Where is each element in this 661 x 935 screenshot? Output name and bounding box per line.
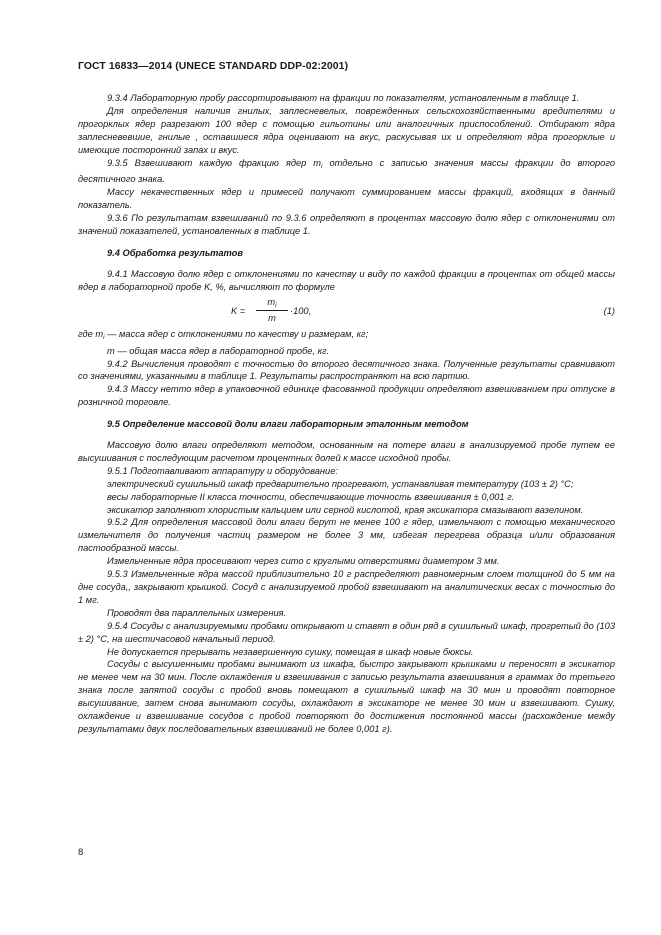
paragraph-9-5-3: 9.5.3 Измельченные ядра массой приблизительно 10 г распределяют равномерным слоем толщиной до 5 мм на дне сосуда,, закрывают крышкой. Сосуд с анализируемой пробой взвешивают на аналитических весах с точностью до 1 мг. xyxy=(78,569,615,605)
document-header: ГОСТ 16833—2014 (UNECE STANDARD DDP-02:2001) xyxy=(78,61,349,72)
subscript: i xyxy=(321,162,323,170)
paragraph-scales: весы лабораторные II класса точности, обеспечивающие точность взвешивания ± 0,001 г. xyxy=(107,491,515,502)
paragraph-9-3-5 xyxy=(78,157,615,187)
text-span: m xyxy=(267,296,276,307)
paragraph-9-5-1: 9.5.1 Подготавливают аппаратуру и оборудование: xyxy=(107,465,338,476)
paragraph-no-interrupt: Не допускается прерывать незавершенную сушку, помещая в шкаф новые бюксы. xyxy=(107,646,474,657)
text-span: отдельно с записью значения массы фракции до второго десятичного знака. xyxy=(78,157,616,185)
formula-numerator xyxy=(256,296,288,309)
paragraph-desiccator: эксикатор заполняют хлористым кальцием или серной кислотой, края эксикатора смазывают вазелином. xyxy=(107,504,584,515)
paragraph-9-4-3: 9.4.3 Массу нетто ядер в упаковочной единице фасованной продукции определяют взвешиванием при отпуске в розничной торговле. xyxy=(78,384,615,408)
paragraph-9-4-1: 9.4.1 Массовую долю ядер с отклонениями по качеству и виду по каждой фракции в процентах от общей массы ядер в лабораторной пробе K, %, вычисляют по формуле xyxy=(78,268,615,292)
formula-rhs: ·100, xyxy=(290,305,312,316)
formula-where-mi xyxy=(78,328,615,345)
fraction-bar xyxy=(256,310,288,311)
section-heading-9-5: 9.5 Определение массовой доли влаги лабораторным эталонным методом xyxy=(107,419,469,430)
paragraph-9-3-6: 9.3.6 По результатам взвешиваний по 9.3.6 определяют в процентах массовую долю ядер с отклонениями от значений показателей, установленных в таблице 1. xyxy=(78,213,615,237)
paragraph-9-3-4: 9.3.4 Лабораторную пробу рассортировывают на фракции по показателям, установленным в таблице 1. xyxy=(107,93,580,103)
section-heading-9-4: 9.4 Обработка результатов xyxy=(107,247,243,258)
text-span: — масса ядер с отклонениями по качеству и размерам, кг; xyxy=(104,328,369,339)
formula-denominator: m xyxy=(268,312,276,323)
paragraph-drying-cycle: Сосуды с высушенными пробами вынимают из шкафа, быстро закрывают крышками и переносят в эксикатор не менее чем на 30 мин. После охлаждения и взвешивания с записью результата взвешивания в граммах до третьего знака после запятой сосуды с пробой вновь помещают в сушильный шкаф на 30 мин и проводят повторное высушивание, затем снова вынимают сосуды, охлаждают в эксикаторе не менее 30 мин и взвешивают. Сушку, охлаждение и взвешивание сосудов с пробой повторяют до достижения постоянной массы (расхождение между результатами двух последовательных взвешиваний не более 0,001 г). xyxy=(78,659,615,734)
paragraph-9-5-2: 9.5.2 Для определения массовой доли влаги берут не менее 100 г ядер, измельчают с помощью механического измельчителя до получения частиц размером не более 3 мм, избегая перегрева образца и/или образования пастообразной массы. xyxy=(78,517,615,554)
formula-lhs: K = xyxy=(231,305,246,316)
text-span: где m xyxy=(78,328,104,339)
subscript: i xyxy=(275,301,277,309)
paragraph-mass-sum: Массу некачественных ядер и примесей получают суммированием массы фракций, входящих в данный показатель. xyxy=(78,187,615,211)
paragraph-9-4-2: 9.4.2 Вычисления проводят с точностью до второго десятичного знака. Полученные результаты сравнивают со значениями, указанными в таблице 1. Результаты распространяют на всю партию. xyxy=(78,358,615,382)
paragraph-moisture-method: Массовую долю влаги определяют методом, основанным на потере влаги в анализируемой пробе путем ее высушивания с последующим расчетом процентных долей к массе исходной пробы. xyxy=(78,440,615,463)
paragraph-defects: Для определения наличия гнилых, заплесневелых, поврежденных сельскохозяйственными вредителями и прогорклых ядер разрезают 100 ядер с помощью гильотины или аналогичных приспособлений. Отбирают ядра заплесневевшие, гнилые , оставшиеся ядра оценивают на вкус, раскусывая их и определяют ядра прогорклые и имеющие посторонний запах и вкус. xyxy=(78,105,615,155)
formula-1 xyxy=(78,296,615,326)
paragraph-parallel: Проводят два параллельных измерения. xyxy=(107,607,287,618)
formula-number: (1) xyxy=(603,305,615,316)
document-body xyxy=(78,92,615,736)
paragraph-sieve: Измельченные ядра просеивают через сито с круглыми отверстиями диаметром 3 мм. xyxy=(107,556,500,567)
subscript: i xyxy=(103,333,105,341)
page-number: 8 xyxy=(78,847,84,858)
text-span: 9.3.5 Взвешивают каждую фракцию ядер m xyxy=(107,157,322,168)
formula-where-m: m — общая масса ядер в лабораторной пробе, кг. xyxy=(107,345,330,356)
paragraph-oven: электрический сушильный шкаф предварительно прогревают, устанавливая температуру (103 ± 2) °С; xyxy=(107,478,574,489)
paragraph-9-5-4: 9.5.4 Сосуды с анализируемыми пробами открывают и ставят в один ряд в сушильный шкаф, прогретый до (103 ± 2) °С, на шестичасовой начальный период. xyxy=(78,620,615,644)
formula-fraction xyxy=(256,296,288,325)
